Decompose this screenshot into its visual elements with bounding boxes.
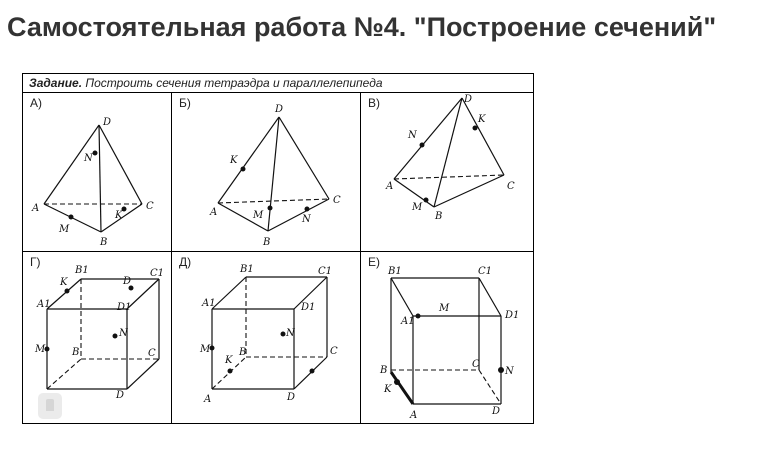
vertex-label: D1 (505, 310, 520, 321)
vertex-label: N (302, 214, 311, 225)
vertex-label: K (384, 384, 392, 395)
vertex-label: A1 (202, 298, 216, 309)
cell-b-label: Б) (179, 96, 191, 110)
cell-v-label: В) (368, 96, 380, 110)
cell-e (361, 252, 533, 423)
vertex-label: C1 (150, 268, 165, 279)
vertex-label: D (464, 94, 473, 105)
vertex-label: C (507, 181, 515, 192)
vertex-label: A1 (401, 316, 415, 327)
task-text: Построить сечения тетраэдра и параллелепипеда (82, 76, 383, 90)
parallelepiped-e-figure (361, 252, 533, 423)
vertex-label: C (146, 201, 154, 212)
vertex-label: B (435, 211, 443, 222)
vertex-label: C1 (478, 266, 493, 277)
vertex-label: M (200, 344, 211, 355)
task-label: Задание. (29, 76, 83, 90)
cell-v (361, 93, 533, 252)
worksheet (22, 73, 534, 424)
vertex-label: A1 (37, 299, 51, 310)
vertex-label: C (148, 348, 156, 359)
cell-g-label: Г) (30, 255, 41, 269)
vertex-label: M (439, 303, 450, 314)
cell-a (23, 93, 172, 252)
vertex-label: K (478, 114, 486, 125)
vertex-label: A (210, 207, 218, 218)
vertex-label: D1 (301, 302, 316, 313)
vertex-label: D1 (117, 302, 132, 313)
vertex-label: D (492, 406, 501, 417)
task-header (23, 74, 533, 93)
vertex-label: C (333, 195, 341, 206)
parallelepiped-d-figure (172, 252, 361, 423)
vertex-label: N (505, 366, 514, 377)
vertex-label: K (230, 155, 238, 166)
vertex-label: D (287, 392, 296, 403)
vertex-label: N (408, 130, 417, 141)
vertex-label: D (275, 104, 284, 115)
vertex-label: A (410, 410, 418, 421)
cell-d (172, 252, 361, 423)
vertex-label: C1 (318, 266, 333, 277)
bookmark-icon[interactable] (38, 393, 62, 419)
figures-grid (23, 93, 533, 423)
vertex-label: A (204, 394, 212, 405)
vertex-label: N (286, 328, 295, 339)
cell-a-label: А) (30, 96, 42, 110)
tetrahedron-b-figure (172, 93, 361, 252)
cell-b (172, 93, 361, 252)
vertex-label: M (59, 224, 70, 235)
vertex-label: K (60, 277, 68, 288)
vertex-label: K (115, 210, 123, 221)
vertex-label: M (412, 202, 423, 213)
vertex-label: B1 (240, 264, 254, 275)
vertex-label: B (100, 237, 108, 248)
vertex-label: K (225, 355, 233, 366)
vertex-label: N (119, 328, 128, 339)
vertex-label: B1 (388, 266, 402, 277)
vertex-label: B (263, 237, 271, 248)
vertex-label: D (116, 390, 125, 401)
vertex-label: B (72, 347, 80, 358)
vertex-label: N (84, 153, 93, 164)
tetrahedron-a-figure (23, 93, 172, 252)
vertex-label: M (35, 344, 46, 355)
vertex-label: D (103, 117, 112, 128)
vertex-label: A (32, 203, 40, 214)
vertex-label: B (380, 365, 388, 376)
vertex-label: D (123, 276, 132, 287)
vertex-label: B (239, 347, 247, 358)
vertex-label: C (330, 346, 338, 357)
vertex-label: B1 (75, 265, 89, 276)
vertex-label: M (253, 210, 264, 221)
cell-d-label: Д) (179, 255, 192, 269)
vertex-label: A (386, 181, 394, 192)
tetrahedron-v-figure (361, 93, 533, 252)
vertex-label: C (472, 359, 480, 370)
cell-e-label: Е) (368, 255, 380, 269)
page-title: Самостоятельная работа №4. "Построение сечений" (7, 12, 717, 42)
bookmark-glyph (46, 399, 54, 411)
